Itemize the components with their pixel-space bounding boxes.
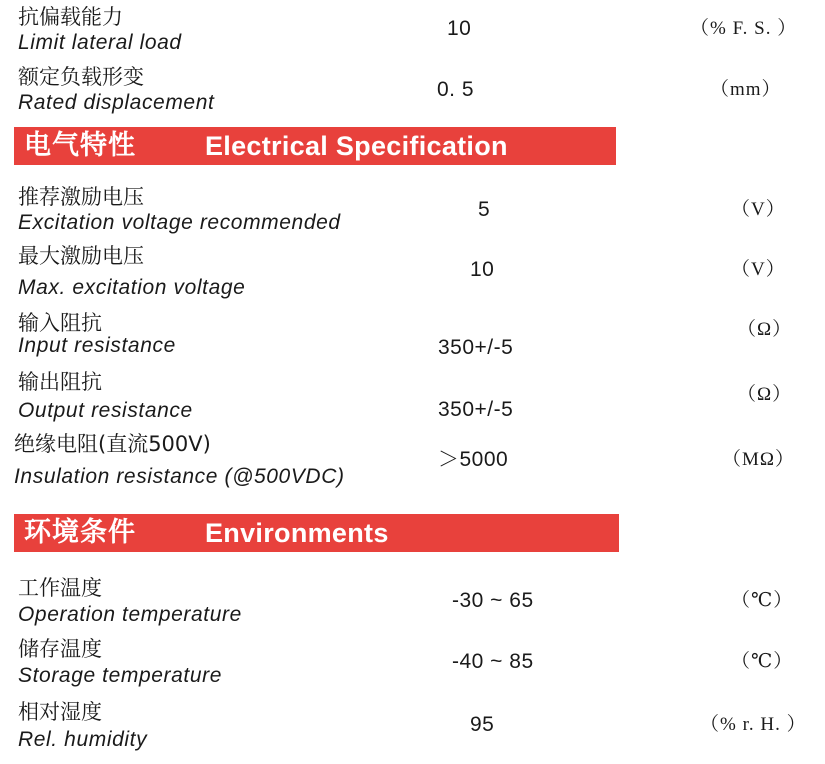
spec-value: -30 ~ 65	[452, 589, 534, 612]
spec-value: -40 ~ 85	[452, 650, 534, 673]
spec-unit: （Ω）	[737, 319, 793, 340]
spec-unit: （V）	[731, 259, 786, 280]
spec-unit: （Ω）	[737, 384, 793, 405]
spec-unit: （V）	[731, 199, 786, 220]
spec-unit: （MΩ）	[722, 449, 796, 470]
spec-label-zh: 绝缘电阻(直流500V)	[14, 432, 211, 456]
section-title-zh: 电气特性	[24, 130, 136, 161]
section-header-environments	[14, 514, 619, 552]
spec-label-zh: 储存温度	[18, 637, 102, 661]
spec-label-en: Insulation resistance (@500VDC)	[14, 465, 345, 488]
section-title-en: Electrical Specification	[205, 131, 508, 161]
spec-value: 10	[470, 258, 495, 281]
spec-label-zh: 输入阻抗	[18, 311, 102, 335]
spec-label-en: Max. excitation voltage	[18, 276, 246, 299]
spec-label-zh: 抗偏载能力	[18, 5, 123, 29]
spec-value: 95	[470, 713, 495, 736]
spec-value: 0. 5	[437, 78, 475, 101]
spec-label-en: Operation temperature	[18, 603, 242, 626]
spec-label-en: Limit lateral load	[18, 31, 182, 54]
spec-label-en: Output resistance	[18, 399, 193, 422]
spec-unit: （mm）	[710, 79, 782, 100]
spec-label-en: Input resistance	[18, 334, 176, 357]
spec-value: 350+/-5	[438, 336, 514, 359]
spec-label-zh: 工作温度	[18, 576, 102, 600]
spec-unit: （% F. S. ）	[690, 18, 798, 39]
spec-label-zh: 推荐激励电压	[18, 185, 144, 209]
spec-unit: （℃）	[731, 590, 794, 611]
spec-label-zh: 最大激励电压	[18, 244, 144, 268]
spec-value: 5	[478, 198, 491, 221]
spec-label-zh: 额定负载形变	[18, 65, 144, 89]
spec-value: 350+/-5	[438, 398, 514, 421]
spec-unit: （℃）	[731, 651, 794, 672]
spec-unit: （% r. H. ）	[700, 714, 807, 735]
section-header-electrical	[14, 127, 616, 165]
section-title-en: Environments	[205, 518, 389, 548]
spec-label-en: Rated displacement	[18, 91, 215, 114]
spec-label-en: Storage temperature	[18, 664, 223, 687]
spec-label-en: Rel. humidity	[18, 728, 148, 751]
section-title-zh: 环境条件	[24, 517, 136, 548]
spec-value: 10	[447, 17, 472, 40]
spec-value: ＞5000	[438, 448, 509, 471]
spec-label-zh: 相对湿度	[18, 700, 102, 724]
spec-label-zh: 输出阻抗	[18, 370, 102, 394]
spec-label-en: Excitation voltage recommended	[18, 211, 341, 234]
